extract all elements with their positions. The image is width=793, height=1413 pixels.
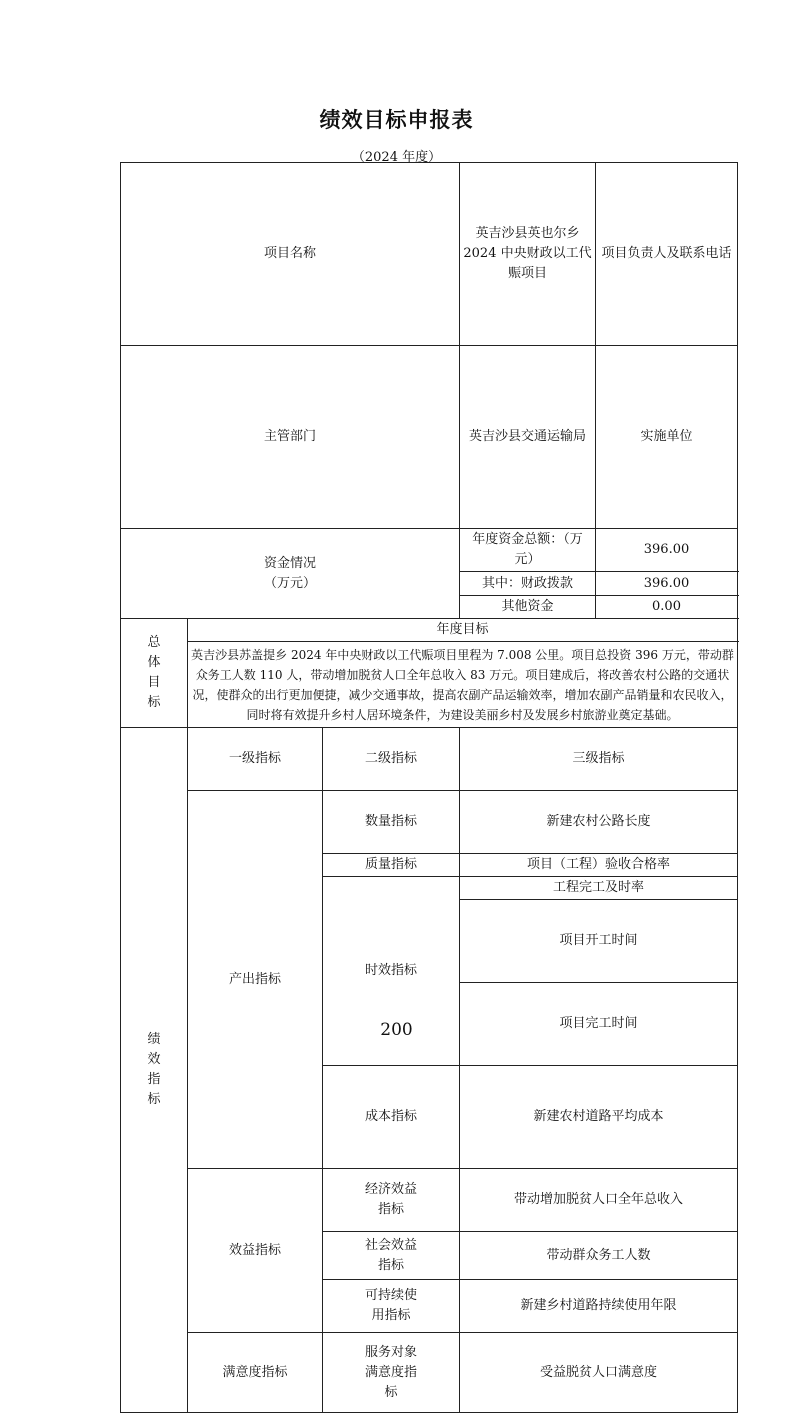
sustainable-benefit-label-line1: 可持续使 xyxy=(364,1288,417,1303)
annual-goal-text: 英吉沙县苏盖提乡 2024 年中央财政以工代赈项目里程为 7.008 公里。项目总投资 396 万元，带动群众务工人数 110 人，带动增加脱贫人口全年总收入 83 万元。项目建成后，将改善农村公路的交通状况，使群众的出行更加便捷，减少交通事故，提高农副产品运输效率，增加农副产品销量和农民收入，同时将有效提升乡村人居环境条件，为建设美丽乡村及发展乡村旅游业奠定基础。 xyxy=(188,642,738,728)
year-label: （2024 年度） xyxy=(351,150,442,165)
social-benefit-label xyxy=(323,1232,460,1280)
funds-label-line2: （万元） xyxy=(263,575,316,591)
sustainable-benefit-label-line2: 用指标 xyxy=(371,1308,411,1323)
satisfaction-sub-label-line1: 服务对象 xyxy=(364,1344,417,1360)
sustainable-benefit-item: 新建乡村道路持续使用年限 xyxy=(460,1280,738,1333)
page-number: 200 xyxy=(380,1020,413,1040)
timeliness-item-1: 工程完工及时率 xyxy=(460,877,738,900)
overall-goal-char-2: 体 xyxy=(147,655,161,670)
impl-unit-label: 实施单位 xyxy=(596,346,738,529)
funds-other-label: 其他资金 xyxy=(460,596,596,619)
quantity-indicator-label: 数量指标 xyxy=(323,791,460,854)
funds-label xyxy=(121,529,460,619)
overall-goal-char-1: 总 xyxy=(147,635,161,650)
indicators-char-1: 绩 xyxy=(147,1032,161,1047)
satisfaction-item: 受益脱贫人口满意度 xyxy=(460,1333,738,1413)
social-benefit-label-line1: 社会效益 xyxy=(364,1237,417,1253)
funds-total-value: 396.00 xyxy=(596,529,738,572)
timeliness-item-3: 项目完工时间 xyxy=(460,983,738,1066)
quality-indicator-label: 质量指标 xyxy=(323,854,460,877)
cost-indicator-label: 成本指标 xyxy=(323,1066,460,1169)
overall-goal-char-4: 标 xyxy=(147,695,161,710)
header-level1: 一级指标 xyxy=(188,728,323,791)
economic-benefit-item: 带动增加脱贫人口全年总收入 xyxy=(460,1169,738,1232)
dept-label: 主管部门 xyxy=(121,346,460,529)
indicators-char-3: 指 xyxy=(147,1072,161,1087)
economic-benefit-label-line2: 指标 xyxy=(377,1202,404,1217)
header-level3: 三级指标 xyxy=(460,728,738,791)
project-name-label: 项目名称 xyxy=(121,163,460,346)
indicators-char-4: 标 xyxy=(147,1092,161,1107)
indicators-char-2: 效 xyxy=(147,1052,161,1067)
satisfaction-indicator-label: 满意度指标 xyxy=(188,1333,323,1413)
cost-indicator-item: 新建农村道路平均成本 xyxy=(460,1066,738,1169)
quality-indicator-item: 项目（工程）验收合格率 xyxy=(460,854,738,877)
quantity-indicator-item: 新建农村公路长度 xyxy=(460,791,738,854)
timeliness-item-2: 项目开工时间 xyxy=(460,900,738,983)
satisfaction-sub-label-line2: 满意度指 xyxy=(364,1364,417,1380)
page-title: 绩效目标申报表 xyxy=(319,108,474,132)
funds-total-label: 年度资金总额：（万元） xyxy=(460,529,596,572)
timeliness-indicator-label: 时效指标 xyxy=(323,877,460,1066)
social-benefit-item: 带动群众务工人数 xyxy=(460,1232,738,1280)
header-level2: 二级指标 xyxy=(323,728,460,791)
overall-goal-char-3: 目 xyxy=(147,675,161,690)
funds-label-line1: 资金情况 xyxy=(263,555,316,571)
sustainable-benefit-label xyxy=(323,1280,460,1333)
funds-other-value: 0.00 xyxy=(596,596,738,619)
funds-fiscal-value: 396.00 xyxy=(596,572,738,596)
dept-value: 英吉沙县交通运输局 xyxy=(460,346,596,529)
project-name-value: 英吉沙县英也尔乡2024 中央财政以工代赈项目 xyxy=(460,163,596,346)
indicators-side-label xyxy=(121,728,188,1413)
social-benefit-label-line2: 指标 xyxy=(377,1257,404,1273)
economic-benefit-label-line1: 经济效益 xyxy=(364,1182,417,1197)
satisfaction-sub-label-line3: 标 xyxy=(384,1384,398,1400)
benefit-indicator-label: 效益指标 xyxy=(188,1169,323,1333)
overall-goal-side-label xyxy=(121,619,188,728)
funds-fiscal-label: 其中：财政拨款 xyxy=(460,572,596,596)
satisfaction-sub-label xyxy=(323,1333,460,1413)
annual-goal-header: 年度目标 xyxy=(188,619,738,642)
performance-target-table xyxy=(120,162,738,1413)
output-indicator-label: 产出指标 xyxy=(188,791,323,1169)
project-leader-label: 项目负责人及联系电话 xyxy=(596,163,738,346)
economic-benefit-label xyxy=(323,1169,460,1232)
